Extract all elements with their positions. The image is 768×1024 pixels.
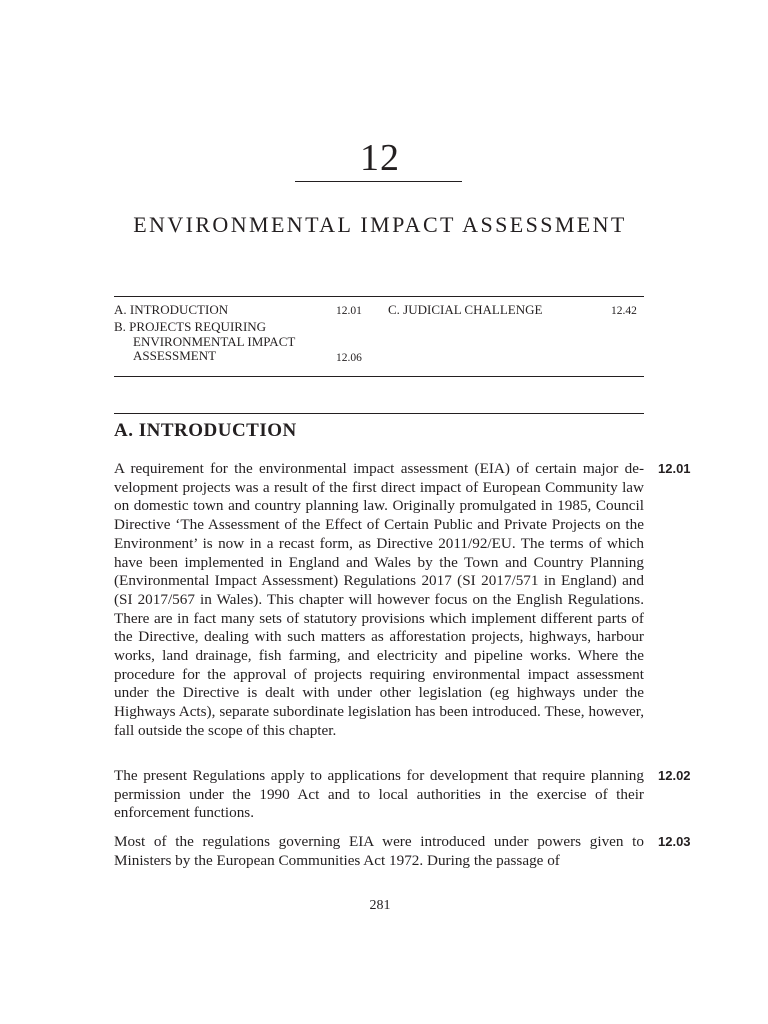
toc-item-projects-line-2[interactable]: ENVIRONMENTAL IMPACT [133, 334, 296, 349]
toc-bottom-rule [114, 376, 644, 377]
toc-item-judicial-challenge[interactable]: C. JUDICIAL CHALLENGE [388, 302, 543, 317]
page-number: 281 [369, 898, 391, 913]
section-rule [114, 413, 644, 414]
chapter-number: 12 [360, 137, 400, 179]
toc-item-projects-line-3[interactable]: ASSESSMENT [133, 348, 217, 363]
section-heading: A. INTRODUCTION [114, 420, 297, 441]
paragraph: A requirement for the environmental impact assessment (EIA) of certain major development projects was a result of the first direct impact of European Community law on domestic town and country planning law. Originally promulgated in 1985, Council Directive ‘The Assessment of the Effect of Certain Public and Private Projects on the Environment’ is now in a recast form, as Directive 2011/​92/EU. The terms of which have been implemented in England and Wales by the Town and Country Planning (Environmental Impact Assessment) Regulations 2017 (SI 2017/571 in England) and (SI 2017/567 in Wales). This chapter will however focus on the English Regulations. There are in fact many sets of statutory provisions which implement different parts of the Directive, dealing with such matters as afforestation projects, highways, harbour works, land drainage, fish farming, and electricity and pipeline works. Where the procedure for the approval of projects requiring environmental impact assessment under the Directive is dealt with under other legislation (eg highways under the Highways Acts), separate subordinate legislation has been introduced. These, however, fall outside the scope of this chapter. [114, 460, 644, 739]
paragraph: The present Regulations apply to applications for development that require planning permission under the 1990 Act and to local authorities in the exercise of their enforcement functions. [114, 767, 644, 822]
toc-top-rule [114, 296, 644, 297]
paragraph: Most of the regulations governing EIA were introduced under powers given to Ministers by the European Communities Act 1972. During the passage of [114, 833, 644, 869]
chapter-title: ENVIRONMENTAL IMPACT ASSESSMENT [133, 212, 627, 237]
toc-item-projects-line-1[interactable]: B. PROJECTS REQUIRING [114, 319, 267, 334]
toc-page-projects: 12.06 [336, 352, 362, 364]
paragraph-number: 12.02 [658, 768, 691, 783]
toc-item-introduction[interactable]: A. INTRODUCTION [114, 302, 229, 317]
paragraph-number: 12.03 [658, 834, 691, 849]
chapter-rule [295, 181, 462, 182]
toc-page-judicial-challenge: 12.42 [611, 305, 637, 317]
paragraph-number: 12.01 [658, 461, 691, 476]
toc-page-introduction: 12.01 [336, 305, 362, 317]
